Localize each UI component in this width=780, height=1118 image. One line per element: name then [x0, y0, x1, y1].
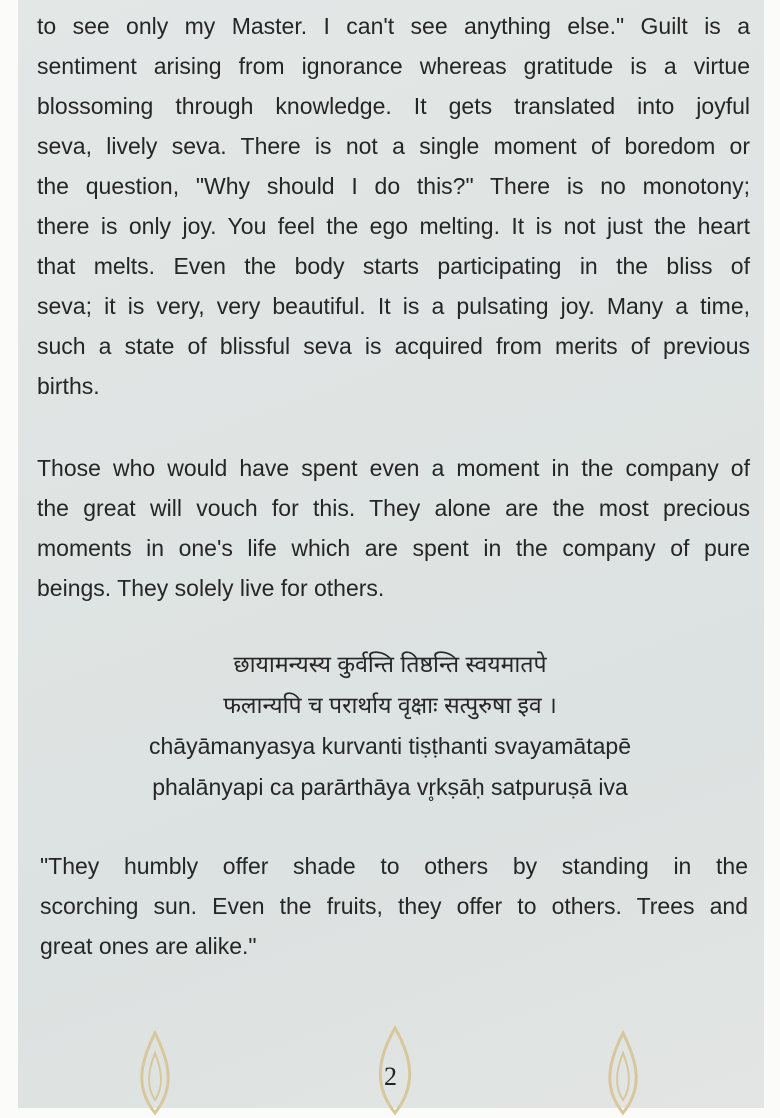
text-line: such a state of blissful seva is acquired from merits of previous	[37, 333, 750, 359]
flame-ornament-icon	[598, 1028, 648, 1118]
flame-ornament-icon	[130, 1028, 180, 1118]
text-line: scorching sun. Even the fruits, they offer to others. Trees and	[40, 893, 748, 919]
text-line: blossoming through knowledge. It gets translated into joyful	[37, 93, 750, 119]
sanskrit-verse	[0, 644, 780, 808]
devanagari-line: फलान्यपि च परार्थाय वृक्षाः सत्पुरुषा इव ।	[223, 692, 557, 718]
text-line: moments in one's life which are spent in the company of pure	[37, 535, 750, 561]
text-line: the great will vouch for this. They alone are the most precious	[37, 495, 750, 521]
paragraph-1	[37, 6, 750, 406]
text-line: Those who would have spent even a moment in the company of	[37, 455, 750, 481]
text-line: that melts. Even the body starts participating in the bliss of	[37, 253, 750, 279]
text-line: the question, "Why should I do this?" There is no monotony;	[37, 173, 750, 199]
text-line: seva, lively seva. There is not a single moment of boredom or	[37, 133, 750, 159]
devanagari-line: छायामन्यस्य कुर्वन्ति तिष्ठन्ति स्वयमातपे	[233, 651, 547, 677]
transliteration-line: chāyāmanyasya kurvanti tiṣṭhanti svayamātapē	[149, 733, 631, 759]
text-line: seva; it is very, very beautiful. It is a pulsating joy. Many a time,	[37, 293, 750, 319]
paragraph-3	[40, 846, 748, 966]
text-line: to see only my Master. I can't see anything else." Guilt is a	[37, 13, 750, 39]
text-line: sentiment arising from ignorance whereas gratitude is a virtue	[37, 53, 750, 79]
transliteration-line: phalānyapi ca parārthāya vr̥kṣāḥ satpuruṣā iva	[152, 774, 628, 800]
page-number: 2	[384, 1062, 397, 1091]
text-line: great ones are alike."	[40, 933, 257, 959]
text-line: there is only joy. You feel the ego melting. It is not just the heart	[37, 213, 750, 239]
text-line: births.	[37, 373, 100, 399]
text-line: beings. They solely live for others.	[37, 575, 385, 601]
text-line: "They humbly offer shade to others by standing in the	[40, 853, 748, 879]
paragraph-2	[37, 448, 750, 608]
